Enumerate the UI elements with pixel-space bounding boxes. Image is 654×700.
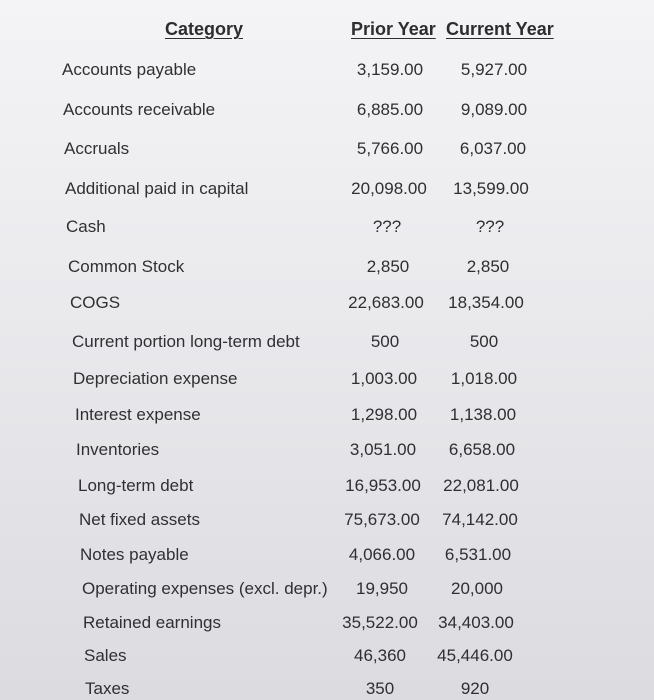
row-category: Cash (66, 217, 106, 236)
row-category: Accruals (64, 139, 130, 158)
row-current-year-value: 920 (460, 679, 490, 698)
row-current-year-value: 45,446.00 (437, 646, 513, 665)
row-prior-year-value: 5,766.00 (356, 139, 424, 158)
row-prior-year-value: 20,098.00 (351, 179, 427, 198)
row-current-year-value: 5,927.00 (460, 60, 528, 79)
row-category: Operating expenses (excl. depr.) (82, 579, 328, 598)
row-current-year-value: 20,000 (451, 579, 503, 598)
row-prior-year-value: 35,522.00 (342, 613, 418, 632)
row-prior-year-value: 1,298.00 (350, 405, 418, 424)
row-prior-year-value: ??? (372, 217, 402, 236)
row-prior-year-value: 46,360 (354, 646, 406, 665)
row-current-year-value: 1,138.00 (449, 405, 517, 424)
row-current-year-value: 6,531.00 (444, 545, 512, 564)
header-current-year: Current Year (446, 19, 554, 39)
row-category: Interest expense (75, 405, 201, 424)
header-prior-year: Prior Year (351, 19, 436, 39)
row-category: Depreciation expense (73, 369, 238, 388)
row-current-year-value: 500 (469, 332, 499, 351)
row-current-year-value: 18,354.00 (448, 293, 524, 312)
row-current-year-value: 6,658.00 (448, 440, 516, 459)
row-category: Net fixed assets (79, 510, 200, 529)
row-current-year-value: 13,599.00 (453, 179, 529, 198)
row-prior-year-value: 22,683.00 (348, 293, 424, 312)
row-category: Taxes (85, 679, 130, 698)
row-category: Common Stock (68, 257, 185, 276)
row-current-year-value: 74,142.00 (442, 510, 518, 529)
row-category: COGS (70, 293, 121, 312)
row-prior-year-value: 1,003.00 (350, 369, 418, 388)
row-prior-year-value: 4,066.00 (348, 545, 416, 564)
row-prior-year-value: 350 (365, 679, 395, 698)
row-prior-year-value: 75,673.00 (344, 510, 420, 529)
row-current-year-value: 6,037.00 (459, 139, 527, 158)
row-prior-year-value: 500 (370, 332, 400, 351)
row-current-year-value: 1,018.00 (450, 369, 518, 388)
row-prior-year-value: 3,159.00 (356, 60, 424, 79)
row-category: Retained earnings (83, 613, 221, 632)
header-category: Category (165, 19, 244, 39)
row-current-year-value: 34,403.00 (438, 613, 514, 632)
row-prior-year-value: 16,953.00 (345, 476, 421, 495)
row-category: Sales (84, 646, 127, 665)
row-prior-year-value: 2,850 (366, 257, 410, 276)
row-current-year-value: ??? (475, 217, 505, 236)
row-prior-year-value: 6,885.00 (356, 100, 424, 119)
row-category: Accounts receivable (63, 100, 216, 119)
row-category: Accounts payable (62, 60, 197, 79)
row-prior-year-value: 3,051.00 (349, 440, 417, 459)
row-current-year-value: 9,089.00 (460, 100, 528, 119)
row-current-year-value: 22,081.00 (443, 476, 519, 495)
row-category: Additional paid in capital (65, 179, 249, 198)
row-category: Inventories (76, 440, 160, 459)
row-prior-year-value: 19,950 (356, 579, 408, 598)
row-category: Current portion long-term debt (72, 332, 300, 351)
row-current-year-value: 2,850 (466, 257, 510, 276)
row-category: Notes payable (80, 545, 189, 564)
row-category: Long-term debt (78, 476, 194, 495)
